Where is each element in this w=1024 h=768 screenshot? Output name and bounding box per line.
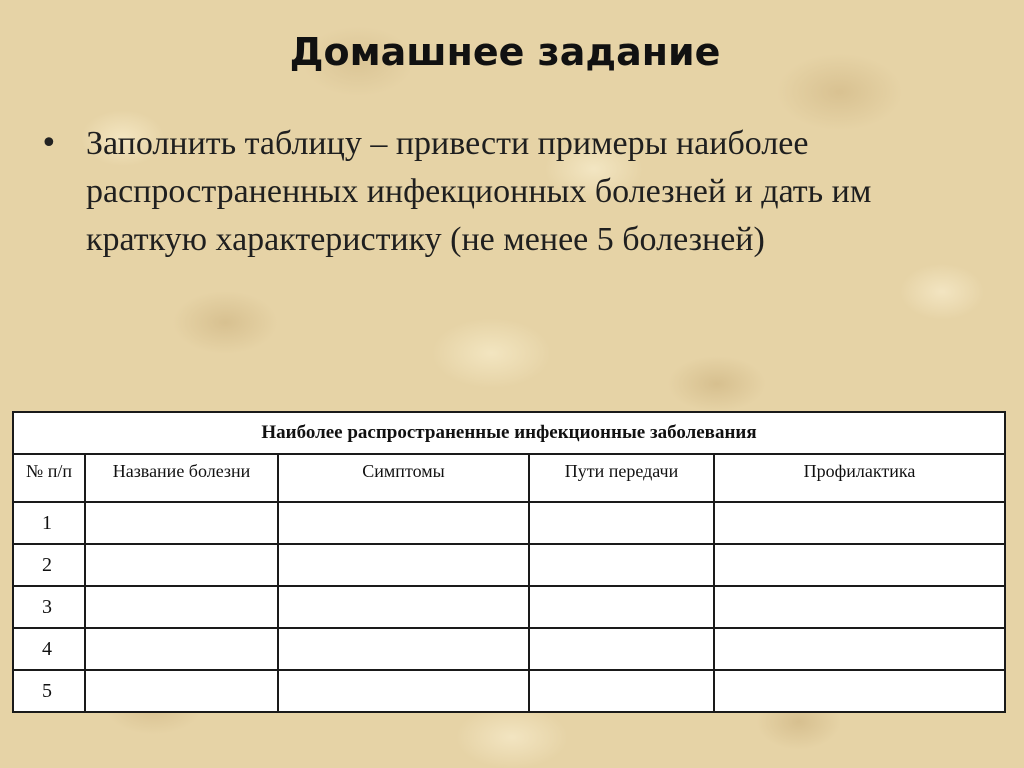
disease-name-cell [85, 586, 278, 628]
column-header-disease-name: Название болезни [85, 454, 278, 502]
column-header-prevention: Профилактика [714, 454, 1005, 502]
table-row [13, 670, 1005, 712]
column-header-transmission: Пути передачи [529, 454, 714, 502]
prevention-cell [714, 586, 1005, 628]
slide-title: Домашнее задание [289, 30, 721, 74]
disease-name-cell [85, 544, 278, 586]
disease-name-cell [85, 670, 278, 712]
symptoms-cell [278, 628, 529, 670]
transmission-cell [529, 670, 714, 712]
table-row [13, 628, 1005, 670]
disease-name-cell [85, 502, 278, 544]
symptoms-cell [278, 502, 529, 544]
row-number: 1 [13, 502, 85, 544]
transmission-cell [529, 628, 714, 670]
row-number: 5 [13, 670, 85, 712]
bullet-text: Заполнить таблицу – привести примеры наиболее распространенных инфекционных болезней и дать им краткую характеристику (не менее 5 болезней) [86, 125, 872, 258]
homework-table-container [12, 411, 1004, 713]
bullet-dot-icon: • [40, 126, 58, 161]
column-header-number: № п/п [13, 454, 85, 502]
column-header-symptoms: Симптомы [278, 454, 529, 502]
bullet-item [40, 120, 960, 264]
transmission-cell [529, 586, 714, 628]
symptoms-cell [278, 670, 529, 712]
table-row [13, 544, 1005, 586]
prevention-cell [714, 628, 1005, 670]
row-number: 2 [13, 544, 85, 586]
table-caption: Наиболее распространенные инфекционные заболевания [13, 412, 1005, 454]
row-number: 3 [13, 586, 85, 628]
symptoms-cell [278, 544, 529, 586]
prevention-cell [714, 544, 1005, 586]
table-row [13, 502, 1005, 544]
disease-name-cell [85, 628, 278, 670]
transmission-cell [529, 502, 714, 544]
table-header-row [13, 454, 1005, 502]
row-number: 4 [13, 628, 85, 670]
prevention-cell [714, 502, 1005, 544]
table-row [13, 586, 1005, 628]
symptoms-cell [278, 586, 529, 628]
table-caption-row [13, 412, 1005, 454]
transmission-cell [529, 544, 714, 586]
homework-table [12, 411, 1006, 713]
prevention-cell [714, 670, 1005, 712]
